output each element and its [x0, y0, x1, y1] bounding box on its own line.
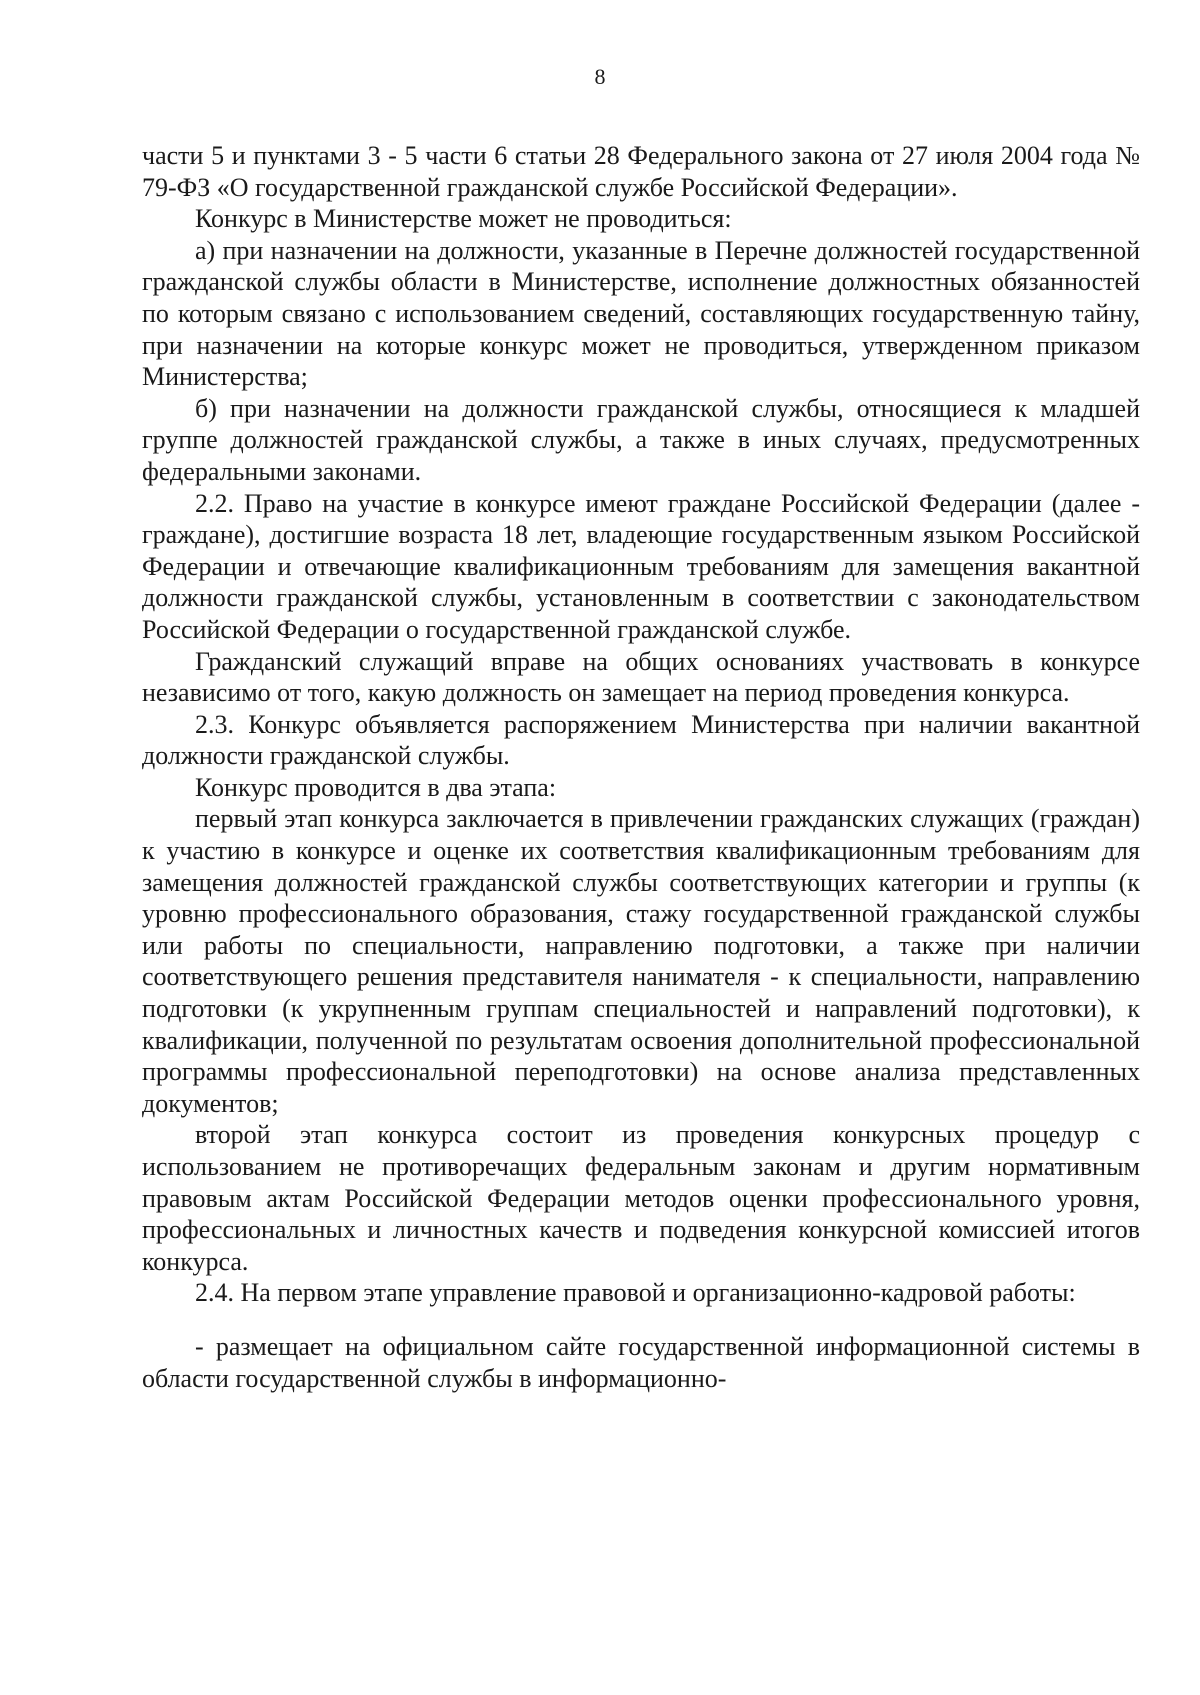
- paragraph: 2.4. На первом этапе управление правовой и организационно-кадровой работы:: [195, 1278, 1076, 1308]
- paragraph: первый этап конкурса заключается в привлечении гражданских служащих (граждан) к участию в конкурсе и оценке их соответствия квалификационным требованиям для замещения должностей гражданской службы соответствующих категории и группы (к уровню профессионального образования, стажу государственной гражданской службы или работы по специальности, направлению подготовки, а также при наличии соответствующего решения представителя нанимателя - к специальности, направлению подготовки (к укрупненным группам специальностей и направлений подготовки), к квалификации, полученной по результатам освоения дополнительной профессиональной программы профессиональной переподготовки) на основе анализа представленных документов;: [142, 804, 1140, 1118]
- paragraph: 2.2. Право на участие в конкурсе имеют граждане Российской Федерации (далее - граждане), достигшие возраста 18 лет, владеющие государственным языком Российской Федерации и отвечающие квалификационным требованиям для замещения вакантной должности гражданской службы, установленным в соответствии с законодательством Российской Федерации о государственной гражданской службе.: [142, 488, 1140, 644]
- paragraph: а) при назначении на должности, указанные в Перечне должностей государственной гражданской службы области в Министерстве, исполнение должностных обязанностей по которым связано с использованием сведений, составляющих государственную тайну, при назначении на которые конкурс может не проводиться, утвержденном приказом Министерства;: [142, 235, 1140, 392]
- paragraph: 2.3. Конкурс объявляется распоряжением Министерства при наличии вакантной должности гражданской службы.: [142, 709, 1140, 771]
- paragraph-continuation: части 5 и пунктами 3 - 5 части 6 статьи 28 Федерального закона от 27 июля 2004 года № 79-ФЗ «О государственной гражданской службе Российской Федерации».: [142, 141, 1140, 202]
- page-number: 8: [594, 64, 606, 89]
- paragraph: Гражданский служащий вправе на общих основаниях участвовать в конкурсе независимо от того, какую должность он замещает на период проведения конкурса.: [142, 646, 1140, 708]
- paragraph: Конкурс в Министерстве может не проводиться:: [195, 204, 732, 234]
- paragraph: б) при назначении на должности гражданской службы, относящиеся к младшей группе должностей гражданской службы, а также в иных случаях, предусмотренных федеральными законами.: [142, 393, 1140, 486]
- document-body: [142, 140, 1140, 1394]
- paragraph: - размещает на официальном сайте государственной информационной системы в области государственной службы в информационно-: [142, 1331, 1140, 1393]
- paragraph: второй этап конкурса состоит из проведения конкурсных процедур с использованием не противоречащих федеральным законам и другим нормативным правовым актам Российской Федерации методов оценки профессионального уровня, профессиональных и личностных качеств и подведения конкурсной комиссией итогов конкурса.: [142, 1120, 1140, 1276]
- paragraph: Конкурс проводится в два этапа:: [195, 772, 557, 802]
